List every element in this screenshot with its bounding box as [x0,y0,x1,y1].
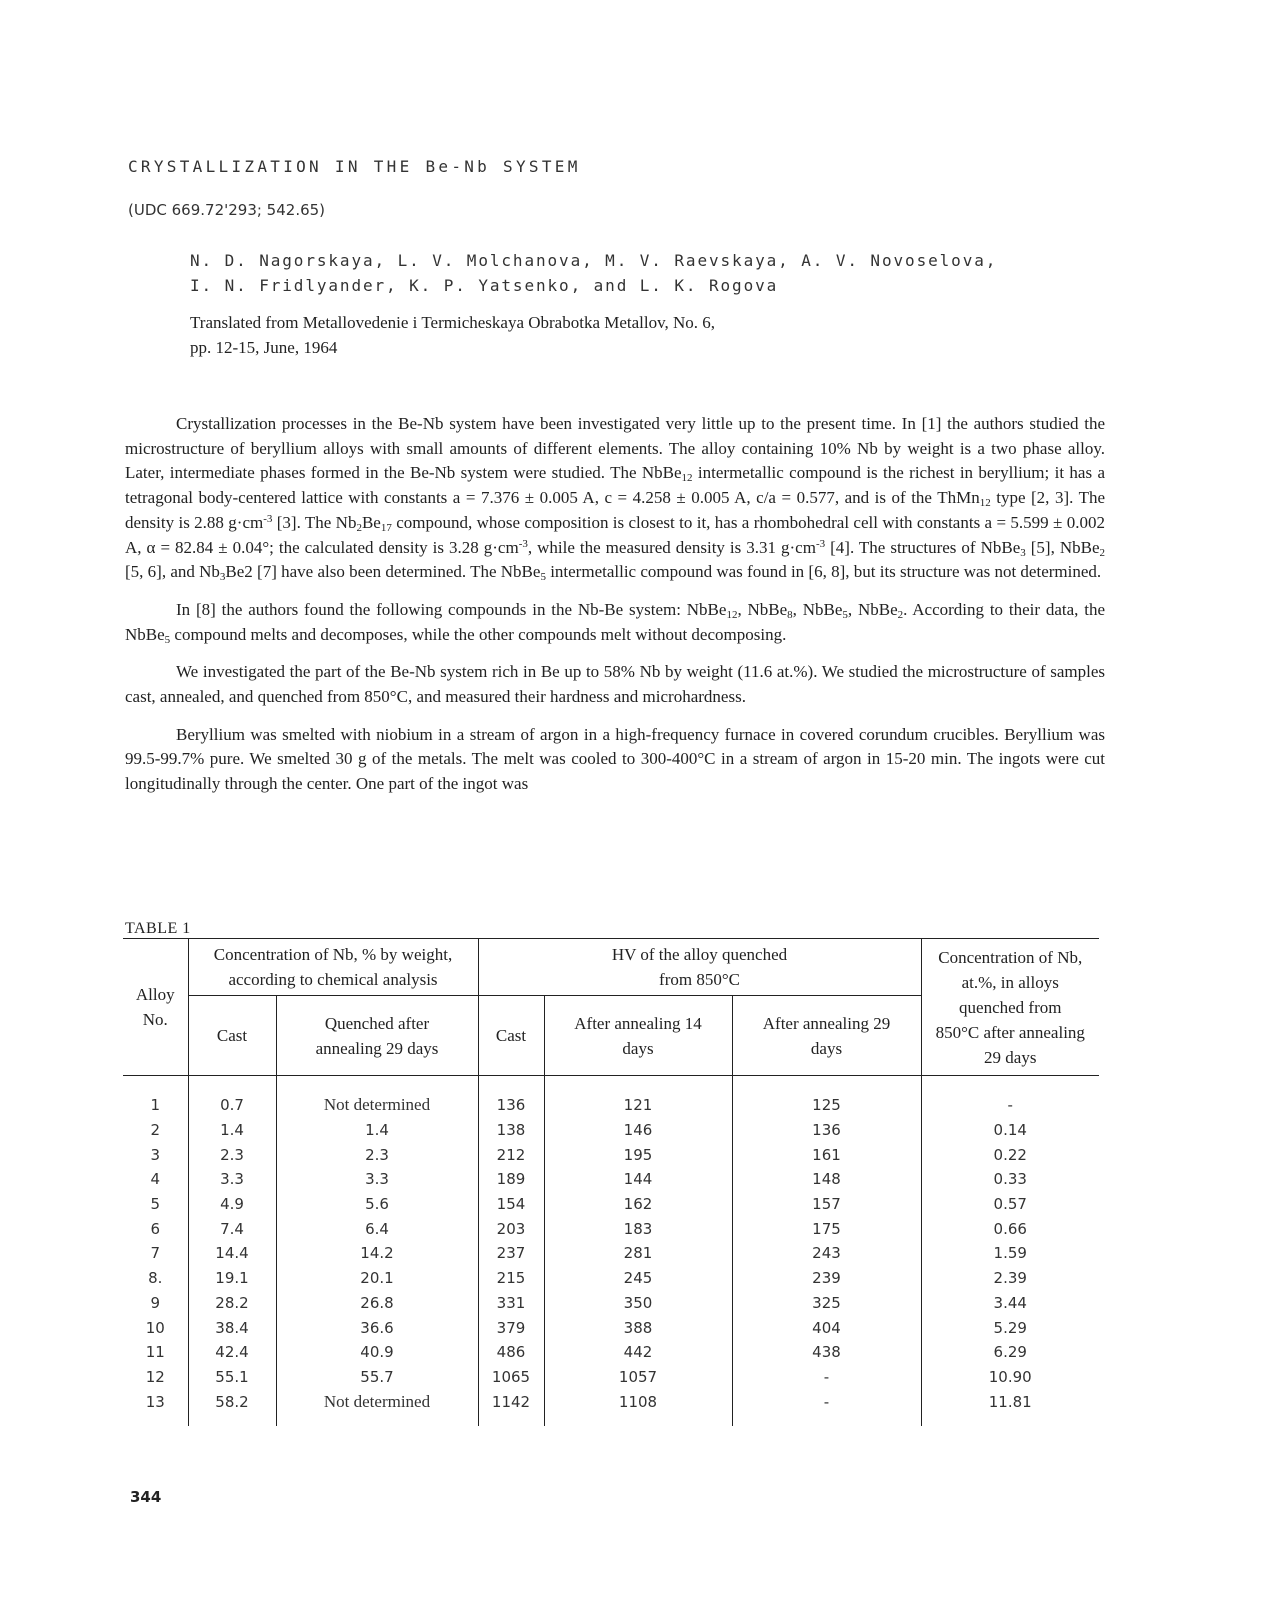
table-cell: 5 [150,1195,161,1214]
table-cell: 3.3 [276,1167,478,1192]
table-cell: 0.7 [188,1076,276,1118]
table-cell: 215 [478,1266,544,1291]
table-cell: 58.2 [188,1389,276,1426]
table-cell: 245 [544,1266,732,1291]
table-cell: 3.44 [921,1291,1099,1316]
table-cell: Not determined [276,1389,478,1426]
paragraph-2: In [8] the authors found the following compounds in the Nb-Be system: NbBe$_{12}$, NbBe$_8$, NbBe$_5$, NbBe$_2$. According to their data, the NbBe$_5$ compound melts and decomposes, while the other compounds melt without decomposing. [125,599,1105,646]
table-row [123,1266,1099,1291]
table-cell: 1065 [478,1365,544,1390]
table-cell: 1.59 [921,1241,1099,1266]
table-cell: 0.33 [921,1167,1099,1192]
table-cell: 19.1 [188,1266,276,1291]
table-cell: 325 [732,1291,921,1316]
data-table [123,938,1099,1426]
table-cell: 138 [478,1118,544,1143]
table-cell: 14.2 [276,1241,478,1266]
table-cell: 7 [150,1244,161,1263]
table-cell: 189 [478,1167,544,1192]
table-cell: 42.4 [188,1340,276,1365]
table-cell: 350 [544,1291,732,1316]
table-cell: 404 [732,1315,921,1340]
translation-note-line-1: Translated from Metallovedenie i Termicheskaya Obrabotka Metallov, No. 6, [190,313,716,332]
table-cell: 1142 [478,1389,544,1426]
table-row [123,1192,1099,1217]
table-cell: 10 [145,1318,165,1337]
table-cell: 10.90 [921,1365,1099,1390]
table-cell: 7.4 [188,1216,276,1241]
table-cell: 161 [732,1142,921,1167]
table-row [123,1291,1099,1316]
table-cell: 2.3 [188,1142,276,1167]
table-cell: 203 [478,1216,544,1241]
table-row [123,1241,1099,1266]
table-cell: 157 [732,1192,921,1217]
authors-line-1: N. D. Nagorskaya, L. V. Molchanova, M. V. Raevskaya, A. V. Novoselova, [190,251,998,270]
article-title: CRYSTALLIZATION IN THE Be-Nb SYSTEM [128,157,581,176]
table-cell: 38.4 [188,1315,276,1340]
header-alloy-no: Alloy No. [123,939,188,1076]
table-cell: 175 [732,1216,921,1241]
table-cell: 9 [150,1293,161,1312]
table-row [123,1315,1099,1340]
table-cell: 331 [478,1291,544,1316]
table-row [123,1216,1099,1241]
table-cell: 8. [148,1269,163,1288]
table-cell: 162 [544,1192,732,1217]
header-concentration-at: Concentration of Nb, at.%, in alloys quenched from 850°C after annealing 29 days [921,939,1099,1076]
table-row [123,1118,1099,1143]
table-cell: 154 [478,1192,544,1217]
table-cell: 5.29 [921,1315,1099,1340]
table-row [123,1365,1099,1390]
article-body [125,412,1105,810]
table-cell: 237 [478,1241,544,1266]
table-cell: 195 [544,1142,732,1167]
table-cell: 438 [732,1340,921,1365]
table-cell: 20.1 [276,1266,478,1291]
table-cell: 2.3 [276,1142,478,1167]
table-cell: 136 [732,1118,921,1143]
paragraph-1: Crystallization processes in the Be-Nb system have been investigated very little up to the present time. In [1] the authors studied the microstructure of beryllium alloys with small amounts of different elements. The alloy containing 10% Nb by weight is a two phase alloy. Later, intermediate phases formed in the Be-Nb system were studied. The NbBe$_{12}$ intermetallic compound is the richest in beryllium; it has a tetragonal body-centered lattice with constants a = 7.376 ± 0.005 A, c = 4.258 ± 0.005 A, c/a = 0.577, and is of the ThMn$_{12}$ type [2, 3]. The density is 2.88 $g\cdot cm^{-3}$ [3]. The $Nb_2Be_{17}$ compound, whose composition is closest to it, has a rhombohedral cell with constants a = 5.599 ± 0.002 A, α = 82.84 ± 0.04°; the calculated density is 3.28 $g\cdot cm^{-3}$, while the measured density is 3.31 $g\cdot cm^{-3}$ [4]. The structures of NbBe$_3$ [5], NbBe$_2$ [5, 6], and $Nb_3Be2$ [7] have also been determined. The NbBe$_5$ intermetallic compound was found in [6, 8], but its structure was not determined. [125,414,1106,584]
table-cell: 6.29 [921,1340,1099,1365]
table-cell: 0.66 [921,1216,1099,1241]
header-after-annealing-29: After annealing 29 days [732,996,921,1076]
table-label: TABLE 1 [125,920,191,937]
table-cell: 1 [150,1096,161,1115]
header-cast: Cast [188,996,276,1076]
udc-code: (UDC 669.72'293; 542.65) [128,201,326,219]
table-cell: 6.4 [276,1216,478,1241]
table-cell: 12 [145,1367,165,1386]
table-cell: 11 [145,1343,165,1362]
page-number: 344 [130,1488,162,1506]
header-concentration-weight: Concentration of Nb, % by weight, according to chemical analysis [188,939,478,996]
table-cell: 3.3 [188,1167,276,1192]
table-cell: 144 [544,1167,732,1192]
table-cell: 14.4 [188,1241,276,1266]
table-cell: 36.6 [276,1315,478,1340]
table-cell: 2.39 [921,1266,1099,1291]
table-cell: 146 [544,1118,732,1143]
header-hv-quenched: HV of the alloy quenched from 850°C [478,939,921,996]
table-cell: 1.4 [276,1118,478,1143]
paragraph-4: Beryllium was smelted with niobium in a stream of argon in a high-frequency furnace in covered corundum crucibles. Beryllium was 99.5-99.7% pure. We smelted 30 g of the metals. The melt was cooled to 300-400°C in a stream of argon in 15-20 min. The ingots were cut longitudinally through the center. One part of the ingot was [125,724,1105,794]
table-cell: 0.57 [921,1192,1099,1217]
table-cell: 1108 [544,1389,732,1426]
table-cell: 121 [544,1076,732,1118]
table-body [123,1076,1099,1426]
table-cell: 239 [732,1266,921,1291]
table-cell: - [732,1389,921,1426]
table-row [123,1167,1099,1192]
authors-line-2: I. N. Fridlyander, K. P. Yatsenko, and L. K. Rogova [190,276,779,295]
table-cell: 6 [150,1219,161,1238]
table-cell: 40.9 [276,1340,478,1365]
table-cell: 212 [478,1142,544,1167]
table-cell: 486 [478,1340,544,1365]
table-cell: 55.1 [188,1365,276,1390]
paragraph-3: We investigated the part of the Be-Nb system rich in Be up to 58% Nb by weight (11.6 at.%). We studied the microstructure of samples cast, annealed, and quenched from 850°C, and measured their hardness and microhardness. [125,662,1105,707]
table-row [123,1076,1099,1118]
table-cell: 281 [544,1241,732,1266]
table-cell: 0.14 [921,1118,1099,1143]
table-cell: 1.4 [188,1118,276,1143]
table-cell: 136 [478,1076,544,1118]
table-1 [123,938,1099,1426]
table-cell: Not determined [276,1076,478,1118]
table-cell: 1057 [544,1365,732,1390]
table-cell: 26.8 [276,1291,478,1316]
table-cell: 442 [544,1340,732,1365]
table-cell: 379 [478,1315,544,1340]
table-cell: 2 [150,1121,161,1140]
table-cell: 13 [145,1392,165,1411]
table-cell: 148 [732,1167,921,1192]
table-cell: 11.81 [921,1389,1099,1426]
table-cell: 4.9 [188,1192,276,1217]
header-hv-cast: Cast [478,996,544,1076]
table-cell: - [921,1076,1099,1118]
table-cell: 5.6 [276,1192,478,1217]
table-cell: 183 [544,1216,732,1241]
table-cell: 28.2 [188,1291,276,1316]
table-cell: 55.7 [276,1365,478,1390]
table-row [123,1142,1099,1167]
table-cell: 0.22 [921,1142,1099,1167]
table-cell: 243 [732,1241,921,1266]
table-cell: - [732,1365,921,1390]
translation-note-line-2: pp. 12-15, June, 1964 [190,338,338,357]
header-after-annealing-14: After annealing 14 days [544,996,732,1076]
table-cell: 3 [150,1145,161,1164]
table-row [123,1340,1099,1365]
table-cell: 4 [150,1170,161,1189]
table-cell: 125 [732,1076,921,1118]
table-cell: 388 [544,1315,732,1340]
header-quenched-after-annealing: Quenched after annealing 29 days [276,996,478,1076]
table-row [123,1389,1099,1426]
